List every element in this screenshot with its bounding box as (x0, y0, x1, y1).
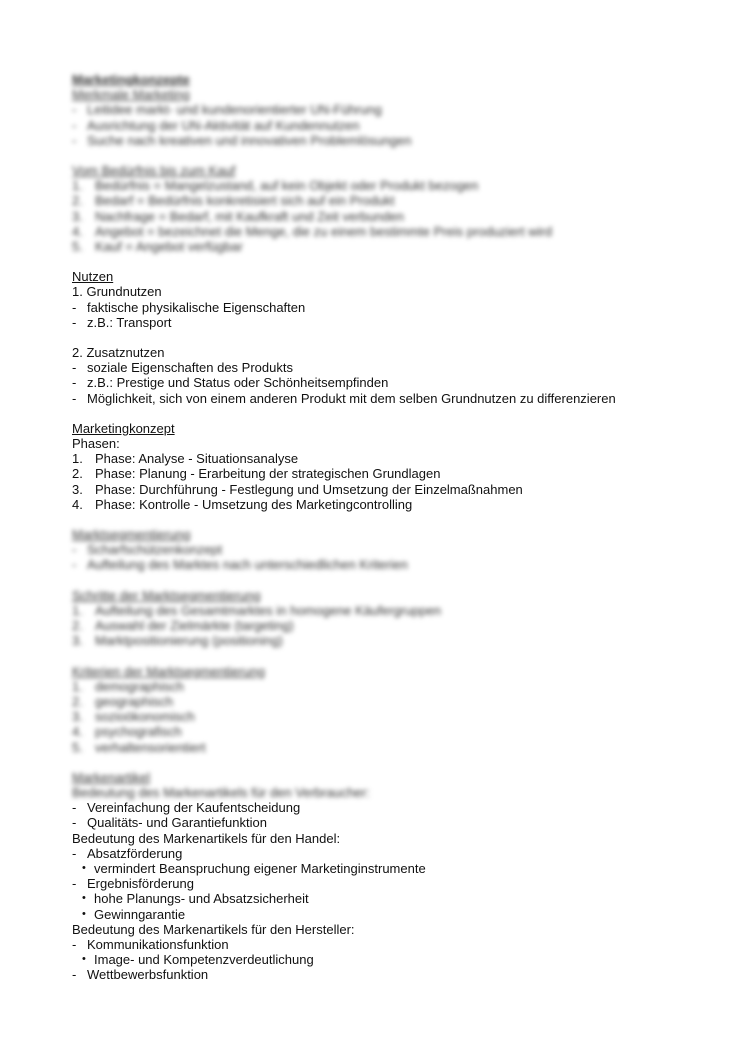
kriterien-heading: Kriterien der Marktsegmentierung (72, 663, 265, 679)
list-item: - Qualitäts- und Garantiefunktion (72, 815, 267, 831)
list-item: 3. sozioökonomisch (72, 709, 195, 725)
list-item: 1. Phase: Analyse - Situationsanalyse (72, 451, 299, 467)
list-item: - Absatzförderung (72, 845, 183, 861)
document-page (72, 72, 672, 983)
verbraucher-label: Bedeutung des Markenartikels für den Verbraucher: (72, 784, 370, 800)
list-item: 1. Bedürfnis = Mangelzustand, auf kein Objekt oder Produkt bezogen (72, 178, 479, 194)
list-item: - Wettbewerbsfunktion (72, 967, 209, 983)
list-item: - z.B.: Prestige und Status oder Schönheitsempfinden (72, 375, 389, 391)
markenartikel-heading: Markenartikel (72, 769, 151, 785)
document-title: Marketingkonzepte (72, 72, 190, 87)
list-item: - Aufteilung des Marktes nach unterschiedlichen Kriterien (72, 557, 408, 573)
list-item: 5. Kauf = Angebot verfügbar (72, 239, 243, 255)
list-item: 3. Phase: Durchführung - Festlegung und Umsetzung der Einzelmaßnahmen (72, 481, 523, 497)
list-item: 2. Auswahl der Zielmärkte (targeting) (72, 618, 294, 634)
bedarf-heading: Vom Bedürfnis bis zum Kauf (72, 163, 236, 179)
list-item: 1. demographisch (72, 678, 184, 694)
sub-list-item: • Image- und Kompetenzverdeutlichung (82, 952, 314, 968)
sub-list-item: • hohe Planungs- und Absatzsicherheit (82, 891, 309, 907)
sub-list-item: • Gewinngarantie (82, 906, 186, 922)
list-item: - Leitidee markt- und kundenorientierter UN-Führung (72, 102, 382, 118)
list-item: - Ergebnisförderung (72, 876, 194, 892)
sub-list-item: • vermindert Beanspruchung eigener Marketinginstrumente (82, 860, 426, 876)
list-item: - faktische physikalische Eigenschaften (72, 299, 306, 315)
list-item: - Vereinfachung der Kaufentscheidung (72, 800, 301, 816)
list-item: - z.B.: Transport (72, 314, 172, 330)
list-item: - Möglichkeit, sich von einem anderen Produkt mit dem selben Grundnutzen zu differenzieren (72, 390, 616, 406)
list-item: - soziale Eigenschaften des Produkts (72, 360, 293, 376)
blurred-section-intro (72, 72, 672, 254)
list-item: - Suche nach kreativen und innovativen Problemlösungen (72, 132, 412, 148)
list-item: 2. geographisch (72, 693, 174, 709)
list-item: 4. psychografisch (72, 724, 182, 740)
list-item: 1. Aufteilung des Gesamtmarktes in homogene Käufergruppen (72, 602, 442, 618)
zusatznutzen-label: 2. Zusatznutzen (72, 345, 165, 361)
phasen-label: Phasen: (72, 436, 120, 452)
nutzen-heading: Nutzen (72, 269, 114, 285)
list-item: - Kommunikationsfunktion (72, 936, 229, 952)
merkmale-heading: Merkmale Marketing (72, 87, 190, 103)
schritte-heading: Schritte der Marktsegmentierung (72, 587, 261, 603)
list-item: 3. Marktpositionierung (positioning) (72, 633, 283, 649)
handel-label: Bedeutung des Markenartikels für den Handel: (72, 830, 341, 846)
list-item: 3. Nachfrage = Bedarf, mit Kaufkraft und Zeit verbunden (72, 208, 404, 224)
hersteller-label: Bedeutung des Markenartikels für den Hersteller: (72, 921, 355, 937)
segmentierung-heading: Marktsegmentierung (72, 527, 191, 543)
list-item: 2. Bedarf = Bedürfnis konkretisiert sich auf ein Produkt (72, 193, 395, 209)
list-item: - Scharfschützenkonzept (72, 542, 223, 558)
list-item: 4. Phase: Kontrolle - Umsetzung des Marketingcontrolling (72, 496, 413, 512)
list-item: - Ausrichtung der UN-Aktivität auf Kundennutzen (72, 117, 360, 133)
list-item: 2. Phase: Planung - Erarbeitung der strategischen Grundlagen (72, 466, 441, 482)
blurred-section-segmentation (72, 527, 672, 800)
list-item: 4. Angebot = bezeichnet die Menge, die zu einem bestimmte Preis produziert wird (72, 223, 553, 239)
list-item: 5. verhaltensorientiert (72, 739, 206, 755)
grundnutzen-label: 1. Grundnutzen (72, 284, 162, 300)
marketingkonzept-heading: Marketingkonzept (72, 420, 175, 436)
